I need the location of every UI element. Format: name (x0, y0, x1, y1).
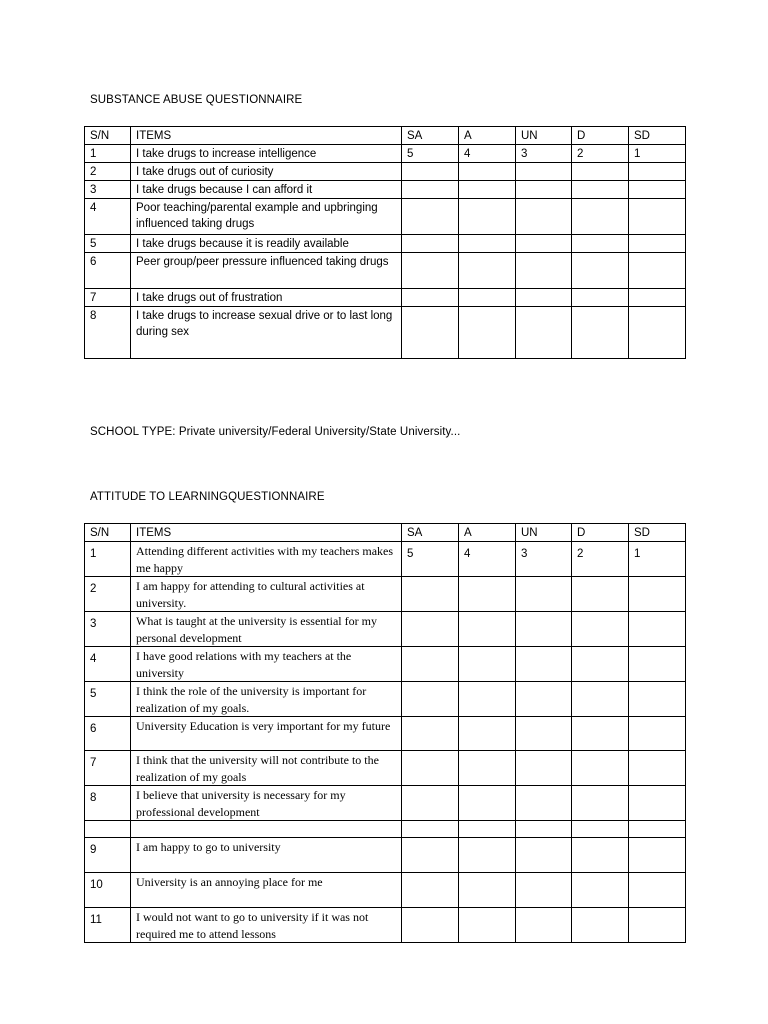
row-un (516, 908, 572, 943)
header-sd: SD (629, 127, 686, 145)
table-row (85, 717, 686, 751)
row-item: I take drugs to increase sexual drive or to last long during sex (131, 307, 402, 359)
row-sd (629, 821, 686, 838)
row-d (572, 199, 629, 235)
row-sa: 5 (402, 542, 459, 577)
row-sd (629, 163, 686, 181)
row-a (459, 307, 516, 359)
row-item: University Education is very important for my future (131, 717, 402, 751)
header-un: UN (516, 524, 572, 542)
row-d: 2 (572, 145, 629, 163)
row-d (572, 908, 629, 943)
row-sd (629, 647, 686, 682)
row-sd (629, 235, 686, 253)
row-a (459, 163, 516, 181)
row-un (516, 253, 572, 289)
table-row (85, 908, 686, 943)
row-a (459, 253, 516, 289)
row-sa (402, 873, 459, 908)
row-sn: 7 (85, 751, 131, 786)
row-sd: 1 (629, 542, 686, 577)
row-item: What is taught at the university is essential for my personal development (131, 612, 402, 647)
row-sd (629, 717, 686, 751)
row-a (459, 786, 516, 821)
row-item: I believe that university is necessary for my professional development (131, 786, 402, 821)
row-d (572, 873, 629, 908)
row-d (572, 647, 629, 682)
table-row (85, 145, 686, 163)
row-sd (629, 181, 686, 199)
row-sa (402, 751, 459, 786)
row-sa (402, 838, 459, 873)
row-sa (402, 253, 459, 289)
row-un (516, 838, 572, 873)
row-sn: 10 (85, 873, 131, 908)
row-sd (629, 612, 686, 647)
header-sn: S/N (85, 127, 131, 145)
row-d (572, 751, 629, 786)
row-d: 2 (572, 542, 629, 577)
row-sa (402, 577, 459, 612)
table-header-row (85, 127, 686, 145)
row-sn: 6 (85, 717, 131, 751)
header-items: ITEMS (131, 524, 402, 542)
row-item: I think that the university will not contribute to the realization of my goals (131, 751, 402, 786)
row-un (516, 612, 572, 647)
row-a (459, 181, 516, 199)
row-sn: 7 (85, 289, 131, 307)
row-a: 4 (459, 145, 516, 163)
row-sn: 1 (85, 542, 131, 577)
attitude-learning-table (84, 523, 686, 943)
row-sd (629, 873, 686, 908)
row-d (572, 181, 629, 199)
row-un (516, 289, 572, 307)
row-sa (402, 786, 459, 821)
row-un (516, 682, 572, 717)
row-sd (629, 253, 686, 289)
row-d (572, 307, 629, 359)
row-sn: 3 (85, 181, 131, 199)
row-item: Peer group/peer pressure influenced taking drugs (131, 253, 402, 289)
row-sd (629, 908, 686, 943)
row-sn: 8 (85, 786, 131, 821)
row-sa (402, 612, 459, 647)
substance-abuse-table (84, 126, 686, 359)
row-d (572, 821, 629, 838)
row-item: I take drugs because it is readily available (131, 235, 402, 253)
row-sa (402, 821, 459, 838)
row-a (459, 647, 516, 682)
row-un: 3 (516, 145, 572, 163)
row-sn: 11 (85, 908, 131, 943)
row-sa (402, 289, 459, 307)
table-row (85, 253, 686, 289)
table-row (85, 181, 686, 199)
row-d (572, 786, 629, 821)
row-item: Poor teaching/parental example and upbringing influenced taking drugs (131, 199, 402, 235)
table-row (85, 647, 686, 682)
row-un (516, 307, 572, 359)
header-un: UN (516, 127, 572, 145)
row-a (459, 717, 516, 751)
row-sd (629, 199, 686, 235)
row-a (459, 873, 516, 908)
row-d (572, 682, 629, 717)
row-d (572, 235, 629, 253)
table-row (85, 199, 686, 235)
row-item: I take drugs because I can afford it (131, 181, 402, 199)
row-a (459, 682, 516, 717)
row-d (572, 612, 629, 647)
school-type-line: SCHOOL TYPE: Private university/Federal University/State University... (90, 426, 461, 438)
row-un (516, 235, 572, 253)
table-header-row (85, 524, 686, 542)
row-item: I am happy for attending to cultural activities at university. (131, 577, 402, 612)
row-un: 3 (516, 542, 572, 577)
row-sd (629, 838, 686, 873)
row-sn: 2 (85, 163, 131, 181)
table-row (85, 307, 686, 359)
row-sn: 4 (85, 199, 131, 235)
table-row (85, 235, 686, 253)
header-sd: SD (629, 524, 686, 542)
table-row (85, 682, 686, 717)
row-un (516, 786, 572, 821)
row-sn: 3 (85, 612, 131, 647)
table-row (85, 612, 686, 647)
row-a (459, 612, 516, 647)
row-sn (85, 821, 131, 838)
row-sa (402, 199, 459, 235)
table-row-empty (85, 821, 686, 838)
row-un (516, 163, 572, 181)
header-a: A (459, 524, 516, 542)
table-row (85, 786, 686, 821)
table-row (85, 577, 686, 612)
row-sd (629, 577, 686, 612)
row-sa (402, 235, 459, 253)
row-item: University is an annoying place for me (131, 873, 402, 908)
row-d (572, 577, 629, 612)
row-d (572, 163, 629, 181)
row-sn: 5 (85, 235, 131, 253)
row-sd (629, 786, 686, 821)
row-un (516, 181, 572, 199)
row-sn: 5 (85, 682, 131, 717)
header-d: D (572, 524, 629, 542)
row-un (516, 577, 572, 612)
row-sa (402, 717, 459, 751)
row-sa (402, 181, 459, 199)
header-sa: SA (402, 524, 459, 542)
row-un (516, 821, 572, 838)
row-sd (629, 682, 686, 717)
row-item: I take drugs out of frustration (131, 289, 402, 307)
row-sn: 4 (85, 647, 131, 682)
row-item: I take drugs to increase intelligence (131, 145, 402, 163)
row-sa (402, 682, 459, 717)
row-sn: 8 (85, 307, 131, 359)
row-sn: 6 (85, 253, 131, 289)
row-a (459, 577, 516, 612)
table-row (85, 751, 686, 786)
header-sa: SA (402, 127, 459, 145)
row-sd: 1 (629, 145, 686, 163)
row-item: I am happy to go to university (131, 838, 402, 873)
row-a (459, 751, 516, 786)
row-a (459, 289, 516, 307)
row-un (516, 751, 572, 786)
row-un (516, 647, 572, 682)
row-sn: 9 (85, 838, 131, 873)
row-sa (402, 647, 459, 682)
row-a (459, 199, 516, 235)
row-d (572, 289, 629, 307)
table-row (85, 163, 686, 181)
row-sn: 2 (85, 577, 131, 612)
substance-questionnaire-title: SUBSTANCE ABUSE QUESTIONNAIRE (90, 94, 303, 106)
attitude-questionnaire-title: ATTITUDE TO LEARNINGQUESTIONNAIRE (90, 491, 325, 503)
row-item: I would not want to go to university if it was not required me to attend lessons (131, 908, 402, 943)
row-sa (402, 908, 459, 943)
row-d (572, 717, 629, 751)
row-d (572, 838, 629, 873)
table-row (85, 542, 686, 577)
header-sn: S/N (85, 524, 131, 542)
row-a (459, 838, 516, 873)
header-d: D (572, 127, 629, 145)
row-un (516, 873, 572, 908)
row-sa (402, 163, 459, 181)
row-sa: 5 (402, 145, 459, 163)
row-item (131, 821, 402, 838)
row-item: I think the role of the university is important for realization of my goals. (131, 682, 402, 717)
table-row (85, 838, 686, 873)
row-un (516, 199, 572, 235)
table-row (85, 873, 686, 908)
table-row (85, 289, 686, 307)
row-d (572, 253, 629, 289)
row-sa (402, 307, 459, 359)
row-sn: 1 (85, 145, 131, 163)
header-items: ITEMS (131, 127, 402, 145)
row-sd (629, 751, 686, 786)
row-sd (629, 307, 686, 359)
row-a (459, 908, 516, 943)
row-a (459, 235, 516, 253)
row-item: I have good relations with my teachers at the university (131, 647, 402, 682)
row-a (459, 821, 516, 838)
row-sd (629, 289, 686, 307)
header-a: A (459, 127, 516, 145)
row-item: I take drugs out of curiosity (131, 163, 402, 181)
row-un (516, 717, 572, 751)
row-item: Attending different activities with my teachers makes me happy (131, 542, 402, 577)
row-a: 4 (459, 542, 516, 577)
